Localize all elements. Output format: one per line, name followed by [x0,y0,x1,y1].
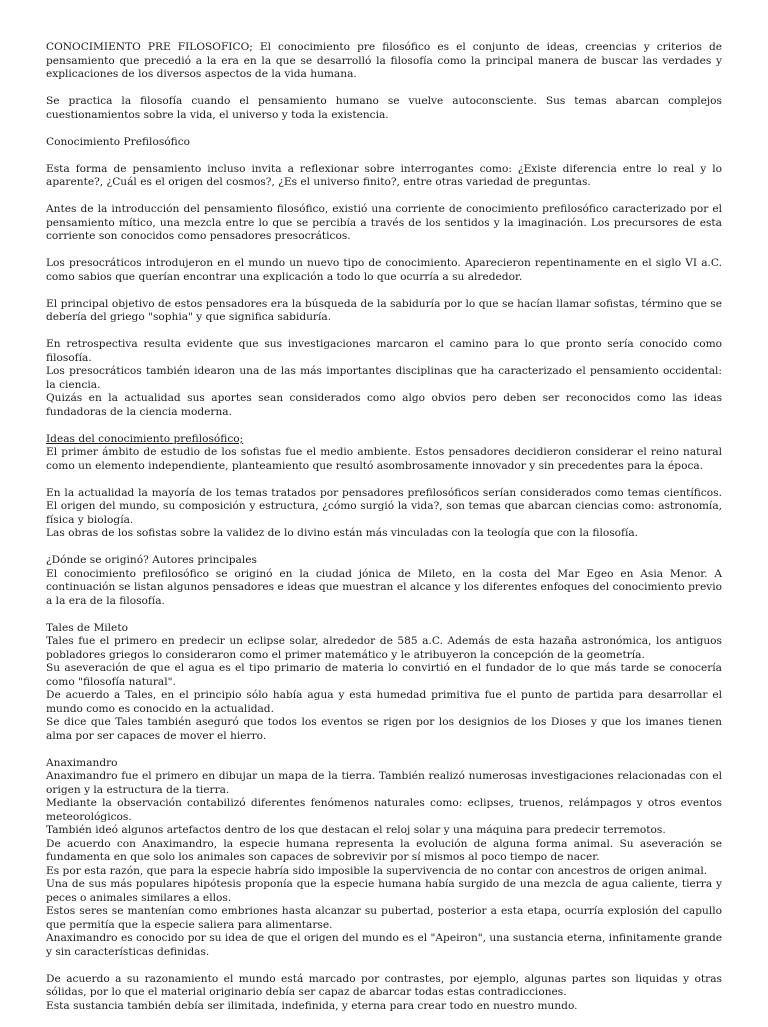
paragraph-text: También ideó algunos artefactos dentro de los que destacan el reloj solar y una máquina para predecir terremotos. [46,824,666,836]
paragraph [46,163,722,190]
paragraph-text: De acuerdo a su razonamiento el mundo está marcado por contrastes, por ejemplo, algunas partes son liquidas y otras sólidas, por lo que el material originario debía ser capaz de abarcar todas estas contradicciones. [46,972,722,998]
section-heading: Anaximandro [46,756,118,769]
paragraph [46,203,722,244]
paragraph-text: Su aseveración de que el agua es el tipo primario de materia lo convirtió en el fundador de lo que más tarde se conocería como "filosofía natural". [46,662,722,688]
paragraph-text: Mediante la observación contabilizó diferentes fenómenos naturales como: eclipses, truenos, relámpagos y otros eventos meteorológicos. [46,797,722,823]
paragraph-text: Es por esta razón, que para la especie habría sido imposible la supervivencia de no contar con ancestros de origen animal. [46,864,708,877]
ideas-section [46,433,722,474]
paragraph-text: Se dice que Tales también aseguró que todos los eventos se rigen por los designios de los Dioses y que los imanes tienen alma por ser capaces de mover el hierro. [46,716,722,742]
paragraph-text: El primer ámbito de estudio de los sofistas fue el medio ambiente. Estos pensadores decidieron considerar el reino natural como un elemento independiente, planteamiento que resultó asombrosamente innovador y sin precedentes para la época. [46,446,722,472]
paragraph-text: Esta forma de pensamiento incluso invita a reflexionar sobre interrogantes como: ¿Existe diferencia entre lo real y lo aparente?, ¿Cuál es el origen del cosmos?, ¿Es el universo finito?, entre otras variedad de preguntas. [46,162,722,188]
paragraph-text: Anaximandro es conocido por su idea de que el origen del mundo es el "Apeiron", una sustancia eterna, infinitamente grande y sin características definidas. [46,932,722,958]
paragraph-text: Antes de la introducción del pensamiento filosófico, existió una corriente de conocimiento prefilosófico caracterizado por el pensamiento mítico, una mezcla entre lo que se percibía a través de los sentidos y la imaginación. Los precursores de esta corriente son conocidos como pensadores presocráticos. [46,203,722,242]
paragraph-group [46,338,722,419]
paragraph-text: Una de sus más populares hipótesis proponía que la especie humana había surgido de una mezcla de agua caliente, tierra y peces o animales similares a ellos. [46,878,722,904]
paragraph-text: Estos seres se mantenían como embriones hasta alcanzar su pubertad, posterior a esta etapa, ocurría explosión del capullo que permitía que la especie saliera para alimentarse. [46,905,722,931]
paragraph-text: Tales fue el primero en predecir un eclipse solar, alrededor de 585 a.C. Además de esta hazaña astronómica, los antiguos pobladores griegos lo consideraron como el primer matemático y le atribuyeron la concepción de la geometría. [46,635,722,661]
paragraph-text: Las obras de los sofistas sobre la validez de lo divino están más vinculadas con la teología que con la filosofía. [46,527,639,539]
paragraph-text: Los presocráticos introdujeron en el mundo un nuevo tipo de conocimiento. Aparecieron repentinamente en el siglo VI a.C. como sabios que querían encontrar una explicación a todo lo que ocurría a su alrededor. [46,257,722,283]
paragraph-text: CONOCIMIENTO PRE FILOSOFICO; El conocimiento pre filosófico es el conjunto de ideas, creencias y criterios de pensamiento que precedió a la era en la que se desarrolló la filosofía como la principal manera de buscar las verdades y explicaciones de los diversos aspectos de la vida humana. [46,41,722,80]
paragraph [46,95,722,122]
paragraph-text: En retrospectiva resulta evidente que sus investigaciones marcaron el camino para lo que pronto sería conocido como filosofía. [46,338,722,364]
paragraph-text: El principal objetivo de estos pensadores era la búsqueda de la sabiduría por lo que se hacían llamar sofistas, término que se debería del griego "sophia" y que significa sabiduría. [46,297,722,323]
tales-section [46,622,722,744]
section-heading: Conocimiento Prefilosófico [46,135,191,148]
paragraph-group [46,973,722,1014]
paragraph-text: El conocimiento prefilosófico se originó en la ciudad jónica de Mileto, en la costa del Mar Egeo en Asia Menor. A continuación se listan algunos pensadores e ideas que muestran el alcance y los diferentes enfoques del conocimiento previo a la era de la filosofía. [46,567,722,607]
paragraph-text: De acuerdo a Tales, en el principio sólo había agua y esta humedad primitiva fue el punto de partida para desarrollar el mundo como es conocido en la actualidad. [46,689,722,715]
paragraph-group [46,487,722,541]
paragraph-text: Los presocráticos también idearon una de las más importantes disciplinas que ha caracterizado el pensamiento occidental: la ciencia. [46,365,722,391]
section-heading: Tales de Mileto [46,621,128,634]
intro-paragraph [46,41,722,82]
origin-section [46,554,722,608]
paragraph [46,298,722,325]
paragraph-text: De acuerdo con Anaximandro, la especie humana representa la evolución de alguna forma animal. Su aseveración se fundamenta en que solo los animales son capaces de sobrevivir por sí mismos al poco tiempo de nacer. [46,837,722,863]
section-heading-underlined: Ideas del conocimiento prefilosófico; [46,432,244,445]
paragraph-text: Se practica la filosofía cuando el pensamiento humano se vuelve autoconsciente. Sus temas abarcan complejos cuestionamientos sobre la vida, el universo y toda la existencia. [46,95,722,121]
paragraph [46,257,722,284]
paragraph-text: Esta sustancia también debía ser ilimitada, indefinida, y eterna para crear todo en nuestro mundo. [46,999,578,1012]
section-heading-block [46,136,722,150]
paragraph-text: Quizás en la actualidad sus aportes sean considerados como algo obvios pero deben ser reconocidos como las ideas fundadoras de la ciencia moderna. [46,392,722,418]
section-heading: ¿Dónde se originó? Autores principales [46,554,257,566]
document-page [46,41,722,1027]
anaximandro-section [46,757,722,960]
paragraph-text: En la actualidad la mayoría de los temas tratados por pensadores prefilosóficos serían considerados como temas científicos. El origen del mundo, su composición y estructura, ¿cómo surgió la vida?, son temas que abarcan ciencias como: astronomía, física y biología. [46,486,722,526]
paragraph-text: Anaximandro fue el primero en dibujar un mapa de la tierra. También realizó numerosas investigaciones relacionadas con el origen y la estructura de la tierra. [46,770,722,796]
